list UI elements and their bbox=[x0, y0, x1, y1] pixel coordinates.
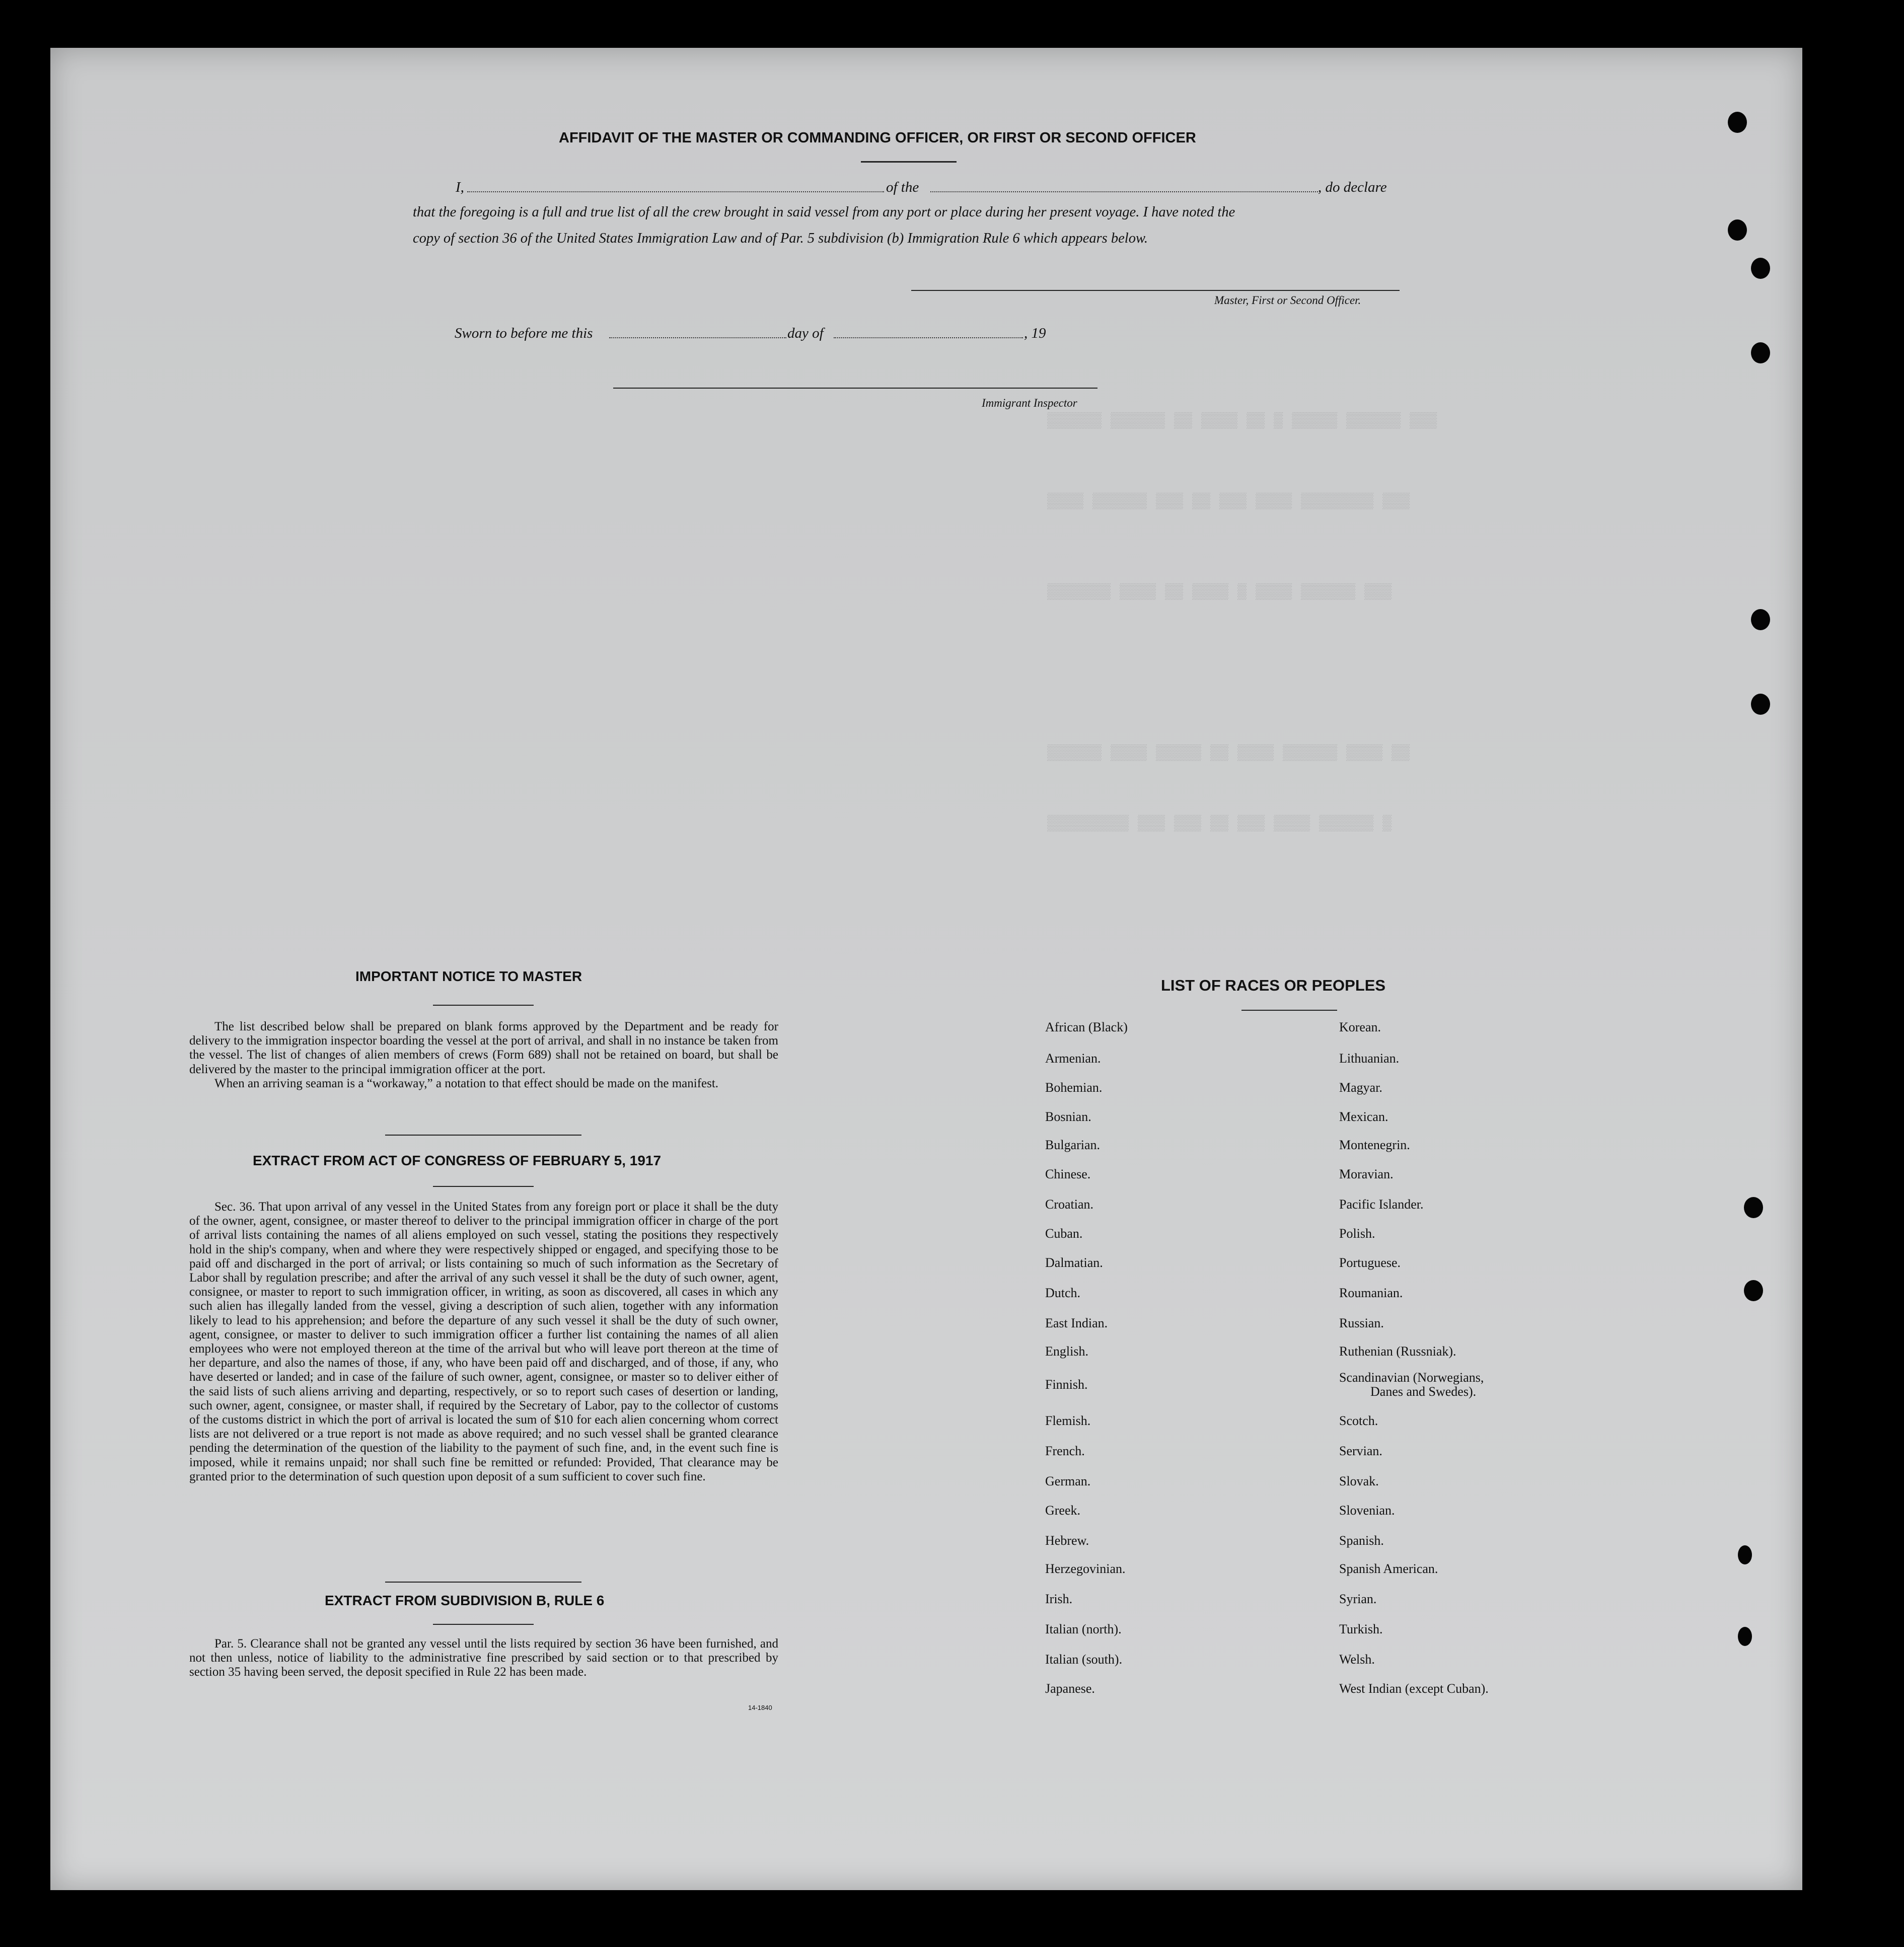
race-item: Cuban. bbox=[1045, 1226, 1083, 1241]
divider bbox=[861, 161, 957, 163]
race-item: East Indian. bbox=[1045, 1316, 1108, 1330]
affidavit-title: AFFIDAVIT OF THE MASTER OR COMMANDING OFFICER, OR FIRST OR SECOND OFFICER bbox=[559, 130, 1196, 146]
race-item: French. bbox=[1045, 1444, 1085, 1458]
race-item: Ruthenian (Russniak). bbox=[1339, 1344, 1456, 1359]
race-item: Magyar. bbox=[1339, 1080, 1382, 1095]
punch-hole bbox=[1744, 1197, 1763, 1218]
punch-hole bbox=[1744, 1280, 1763, 1301]
bleed-through-text: ▒▒▒▒▒▒ ▒▒▒▒▒▒ ▒▒ ▒▒▒▒ ▒▒ ▒ ▒▒▒▒▒ ▒▒▒▒▒▒ ▒▒▒ bbox=[1047, 413, 1437, 430]
races-title: LIST OF RACES OR PEOPLES bbox=[1161, 977, 1386, 994]
bleed-through-text: ▒▒▒▒▒▒▒▒▒ ▒▒▒ ▒▒▒ ▒▒ ▒▒▒ ▒▒▒▒ ▒▒▒▒▒▒ ▒ bbox=[1047, 815, 1392, 833]
race-item: Hebrew. bbox=[1045, 1533, 1089, 1548]
notice-paragraph-1: The list described below shall be prepared on blank forms approved by the Department and be ready for delivery to the immigration inspector boarding the vessel at the port of arrival, and shall in no instance be taken from the vessel. The list of changes of alien members of crews (Form 689) shall not be retained on board, but shall be delivered by the master to the principal immigration officer at the port. bbox=[189, 1020, 778, 1076]
race-item: Flemish. bbox=[1045, 1413, 1091, 1428]
race-item: Roumanian. bbox=[1339, 1286, 1403, 1300]
act-title: EXTRACT FROM ACT OF CONGRESS OF FEBRUARY 5, 1917 bbox=[253, 1153, 662, 1168]
race-item: Scotch. bbox=[1339, 1413, 1378, 1428]
race-item: Welsh. bbox=[1339, 1652, 1375, 1667]
punch-hole bbox=[1728, 219, 1747, 241]
inspector-signature-line bbox=[613, 388, 1097, 389]
race-item: Russian. bbox=[1339, 1316, 1384, 1330]
affidavit-i: I, bbox=[456, 179, 464, 195]
punch-hole bbox=[1751, 342, 1770, 363]
affidavit-declare: , do declare bbox=[1318, 179, 1387, 195]
notice-body bbox=[189, 1020, 778, 1091]
race-item: Spanish American. bbox=[1339, 1561, 1438, 1576]
race-item: Slovak. bbox=[1339, 1474, 1379, 1488]
race-item: Dutch. bbox=[1045, 1286, 1081, 1300]
race-item: German. bbox=[1045, 1474, 1091, 1488]
notice-paragraph-2: When an arriving seaman is a “workaway,” a notation to that effect should be made on the manifest. bbox=[214, 1076, 719, 1090]
race-item: Slovenian. bbox=[1339, 1503, 1395, 1518]
affidavit-line2: that the foregoing is a full and true list of all the crew brought in said vessel from any port or place during her present voyage. I have noted the bbox=[413, 204, 1235, 220]
race-item: Moravian. bbox=[1339, 1167, 1394, 1181]
name-field-line bbox=[467, 191, 884, 192]
race-item: Italian (north). bbox=[1045, 1622, 1122, 1636]
sworn-day-of: day of bbox=[787, 325, 824, 341]
race-item: Japanese. bbox=[1045, 1681, 1095, 1696]
affidavit-line3: copy of section 36 of the United States Immigration Law and of Par. 5 subdivision (b) Immigration Rule 6 which appears below. bbox=[413, 231, 1148, 246]
race-item: Servian. bbox=[1339, 1444, 1382, 1458]
divider bbox=[385, 1135, 581, 1136]
race-item: Syrian. bbox=[1339, 1592, 1377, 1606]
sworn-month-line bbox=[834, 337, 1023, 338]
punch-hole bbox=[1738, 1545, 1752, 1564]
race-item: Finnish. bbox=[1045, 1377, 1088, 1392]
race-item: Irish. bbox=[1045, 1592, 1073, 1606]
bleed-through-text: ▒▒▒▒ ▒▒▒▒▒▒ ▒▒▒ ▒▒ ▒▒▒ ▒▒▒▒ ▒▒▒▒▒▒▒▒ ▒▒▒ bbox=[1047, 493, 1410, 510]
race-item: Chinese. bbox=[1045, 1167, 1091, 1181]
race-item: Mexican. bbox=[1339, 1109, 1388, 1124]
race-item: Spanish. bbox=[1339, 1533, 1384, 1548]
act-body bbox=[189, 1200, 778, 1484]
race-item: Korean. bbox=[1339, 1020, 1381, 1034]
race-item: West Indian (except Cuban). bbox=[1339, 1681, 1489, 1696]
notice-title: IMPORTANT NOTICE TO MASTER bbox=[355, 968, 582, 984]
form-number: 14-1840 bbox=[748, 1704, 772, 1711]
race-item: Bosnian. bbox=[1045, 1109, 1091, 1124]
race-item: Greek. bbox=[1045, 1503, 1081, 1518]
master-signature-label: Master, First or Second Officer. bbox=[1214, 294, 1361, 307]
act-section-36: Sec. 36. That upon arrival of any vessel in the United States from any foreign port or place it shall be the duty of the owner, agent, consignee, or master thereof to deliver to the principal immigration officer in charge of the port of arrival lists containing the names of all aliens employed on such vessel, stating the positions they respectively hold in the ship's company, when and where they were respectively shipped or engaged, and specifying those to be paid off and discharged in the port of arrival; or lists containing so much of such information as the Secretary of Labor shall by regulation prescribe; and after the arrival of any such vessel it shall be the duty of such owner, agent, consignee, or master to report to such immigration officer, in writing, as soon as discovered, all cases in which any such alien has illegally landed from the vessel, giving a description of such alien, together with any information likely to lead to his apprehension; and before the departure of any such vessel it shall be the duty of such owner, agent, consignee, or master to deliver to such immigration officer a further list containing the names of all alien employees who were not employed thereon at the time of the arrival but who will leave port thereon at the time of her departure, and also the names of those, if any, who have been paid off and discharged, and of those, if any, who have deserted or landed; and in case of the failure of such owner, agent, consignee, or master so to deliver either of the said lists of such aliens arriving and departing, respectively, or so to report such cases of desertion or landing, such owner, agent, consignee, or master shall, if required by the Secretary of Labor, pay to the collector of customs of the customs district in which the port of arrival is located the sum of $10 for each alien concerning whom correct lists are not delivered or a true report is not made as above required; and no such vessel shall be granted clearance pending the determination of the question of the liability to the payment of such fine, and, in the event such fine is imposed, while it remains unpaid; nor shall such fine be remitted or refunded: Provided, That clearance may be granted prior to the determination of such question upon deposit of a sum sufficient to cover such fine. bbox=[189, 1200, 778, 1483]
race-item: Armenian. bbox=[1045, 1051, 1101, 1066]
sworn-day-line bbox=[609, 337, 786, 338]
divider bbox=[433, 1624, 534, 1625]
race-item: Polish. bbox=[1339, 1226, 1375, 1241]
race-item: Scandinavian (Norwegians, bbox=[1339, 1370, 1484, 1385]
race-item: Herzegovinian. bbox=[1045, 1561, 1126, 1576]
divider bbox=[433, 1005, 534, 1006]
race-item: Lithuanian. bbox=[1339, 1051, 1400, 1066]
punch-hole bbox=[1751, 694, 1770, 715]
race-item: Croatian. bbox=[1045, 1197, 1094, 1212]
race-item: Danes and Swedes). bbox=[1370, 1384, 1477, 1399]
race-item: English. bbox=[1045, 1344, 1088, 1359]
inspector-label: Immigrant Inspector bbox=[982, 397, 1077, 409]
race-item: Montenegrin. bbox=[1339, 1138, 1410, 1152]
punch-hole bbox=[1738, 1627, 1752, 1646]
master-signature-line bbox=[911, 290, 1400, 291]
race-item: Italian (south). bbox=[1045, 1652, 1123, 1667]
bleed-through-text: ▒▒▒▒▒▒ ▒▒▒▒ ▒▒▒▒▒ ▒▒ ▒▒▒▒ ▒▒▒▒▒▒ ▒▒▒▒ ▒▒ bbox=[1047, 745, 1410, 762]
divider bbox=[385, 1582, 581, 1583]
race-item: Turkish. bbox=[1339, 1622, 1383, 1636]
sworn-year: , 19 bbox=[1024, 325, 1046, 341]
rule-body bbox=[189, 1637, 778, 1680]
race-item: Bohemian. bbox=[1045, 1080, 1103, 1095]
race-item: Bulgarian. bbox=[1045, 1138, 1101, 1152]
vessel-field-line bbox=[930, 191, 1318, 192]
punch-hole bbox=[1728, 112, 1747, 133]
rule-paragraph-5: Par. 5. Clearance shall not be granted any vessel until the lists required by section 36 have been furnished, and not then unless, notice of liability to the administrative fine prescribed by said section or to that prescribed by section 35 having been served, the deposit specified in Rule 22 has been made. bbox=[189, 1637, 778, 1679]
divider bbox=[433, 1186, 534, 1187]
rule-title: EXTRACT FROM SUBDIVISION B, RULE 6 bbox=[325, 1593, 605, 1608]
race-item: Pacific Islander. bbox=[1339, 1197, 1424, 1212]
race-item: Dalmatian. bbox=[1045, 1255, 1103, 1270]
divider bbox=[1241, 1010, 1337, 1011]
punch-hole bbox=[1751, 258, 1770, 279]
punch-hole bbox=[1751, 609, 1770, 630]
sworn-prefix: Sworn to before me this bbox=[455, 325, 593, 341]
document-page bbox=[50, 48, 1802, 1890]
race-item: Portuguese. bbox=[1339, 1255, 1401, 1270]
race-item: African (Black) bbox=[1045, 1020, 1128, 1034]
affidavit-of-the: of the bbox=[886, 179, 919, 195]
bleed-through-text: ▒▒▒▒▒▒▒ ▒▒▒▒ ▒▒ ▒▒▒▒ ▒ ▒▒▒▒ ▒▒▒▒▒▒ ▒▒▒ bbox=[1047, 584, 1392, 601]
